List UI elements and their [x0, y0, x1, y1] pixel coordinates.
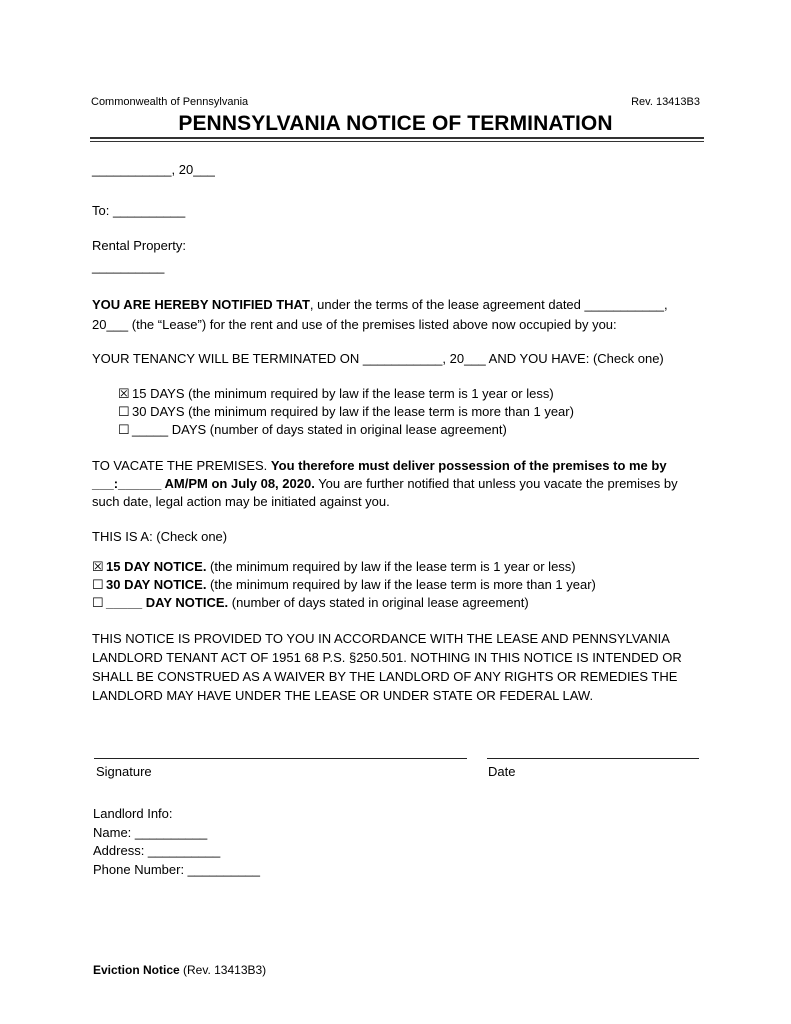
days-option-30[interactable]	[118, 403, 574, 421]
date-label: Date	[488, 764, 516, 779]
notice-paragraph-line1	[92, 296, 668, 314]
vacate-line1	[92, 457, 667, 475]
landlord-phone-field[interactable]: Phone Number: __________	[93, 862, 260, 877]
to-field[interactable]: To: __________	[92, 203, 186, 218]
notice-option-15[interactable]	[92, 558, 576, 576]
days-option-label: _____ DAYS (number of days stated in original lease agreement)	[132, 422, 507, 437]
days-option-15[interactable]	[118, 385, 554, 403]
legal-line-1: THIS NOTICE IS PROVIDED TO YOU IN ACCORDANCE WITH THE LEASE AND PENNSYLVANIA	[92, 631, 670, 646]
checkbox-unchecked-icon[interactable]: ☐	[92, 595, 104, 610]
notice-option-30[interactable]	[92, 576, 596, 594]
page-title: PENNSYLVANIA NOTICE OF TERMINATION	[178, 112, 613, 135]
legal-line-2: LANDLORD TENANT ACT OF 1951 68 P.S. §250.501. NOTHING IN THIS NOTICE IS INTENDED OR	[92, 650, 682, 665]
vacate-line2	[92, 475, 678, 493]
footer	[93, 963, 266, 977]
vacate-line2-rest: You are further notified that unless you vacate the premises by	[314, 476, 678, 491]
notice-lead: YOU ARE HEREBY NOTIFIED THAT	[92, 297, 310, 312]
title-double-rule	[90, 137, 704, 142]
notice-line1-rest: , under the terms of the lease agreement dated ___________,	[309, 297, 668, 312]
checkbox-checked-icon[interactable]: ☒	[118, 386, 130, 401]
checkbox-checked-icon[interactable]: ☒	[92, 559, 104, 574]
this-is-a-label: THIS IS A: (Check one)	[92, 529, 228, 544]
jurisdiction-label: Commonwealth of Pennsylvania	[91, 96, 249, 108]
days-option-label: 15 DAYS (the minimum required by law if the lease term is 1 year or less)	[132, 386, 554, 401]
footer-title: Eviction Notice	[93, 963, 180, 977]
vacate-line3: such date, legal action may be initiated against you.	[92, 494, 390, 509]
revision-label: Rev. 13413B3	[631, 96, 700, 108]
landlord-name-field[interactable]: Name: __________	[93, 825, 208, 840]
checkbox-unchecked-icon[interactable]: ☐	[92, 577, 104, 592]
checkbox-unchecked-icon[interactable]: ☐	[118, 404, 130, 419]
notice-option-bold: _____ DAY NOTICE.	[106, 595, 229, 610]
notice-option-label: (the minimum required by law if the lease term is more than 1 year)	[206, 577, 596, 592]
notice-option-custom[interactable]	[92, 594, 529, 612]
days-option-custom[interactable]	[118, 421, 507, 439]
notice-option-label: (the minimum required by law if the lease term is 1 year or less)	[206, 559, 576, 574]
date-field[interactable]: ___________, 20___	[92, 162, 215, 177]
vacate-deadline: ___:______ AM/PM on July 08, 2020.	[92, 476, 315, 491]
signature-label: Signature	[96, 764, 152, 779]
checkbox-unchecked-icon[interactable]: ☐	[118, 422, 130, 437]
notice-option-bold: 30 DAY NOTICE.	[106, 577, 207, 592]
landlord-address-field[interactable]: Address: __________	[93, 843, 221, 858]
rental-property-field[interactable]: __________	[92, 259, 165, 274]
legal-line-3: SHALL BE CONSTRUED AS A WAIVER BY THE LANDLORD OF ANY RIGHTS OR REMEDIES THE	[92, 669, 678, 684]
vacate-bold-text: You therefore must deliver possession of the premises to me by	[270, 458, 667, 473]
date-line[interactable]	[487, 758, 699, 759]
notice-option-bold: 15 DAY NOTICE.	[106, 559, 207, 574]
notice-option-label: (number of days stated in original lease agreement)	[228, 595, 529, 610]
footer-revision: (Rev. 13413B3)	[179, 963, 267, 977]
legal-line-4: LANDLORD MAY HAVE UNDER THE LEASE OR UNDER STATE OR FEDERAL LAW.	[92, 688, 594, 703]
days-option-label: 30 DAYS (the minimum required by law if the lease term is more than 1 year)	[132, 404, 574, 419]
rental-property-label: Rental Property:	[92, 238, 186, 253]
tenancy-line: YOUR TENANCY WILL BE TERMINATED ON ___________, 20___ AND YOU HAVE: (Check one)	[92, 351, 664, 366]
vacate-lead: TO VACATE THE PREMISES.	[92, 458, 271, 473]
notice-paragraph-line2: 20___ (the “Lease”) for the rent and use of the premises listed above now occupied by you:	[92, 317, 617, 332]
signature-line[interactable]	[94, 758, 467, 759]
landlord-info-heading: Landlord Info:	[93, 806, 173, 821]
